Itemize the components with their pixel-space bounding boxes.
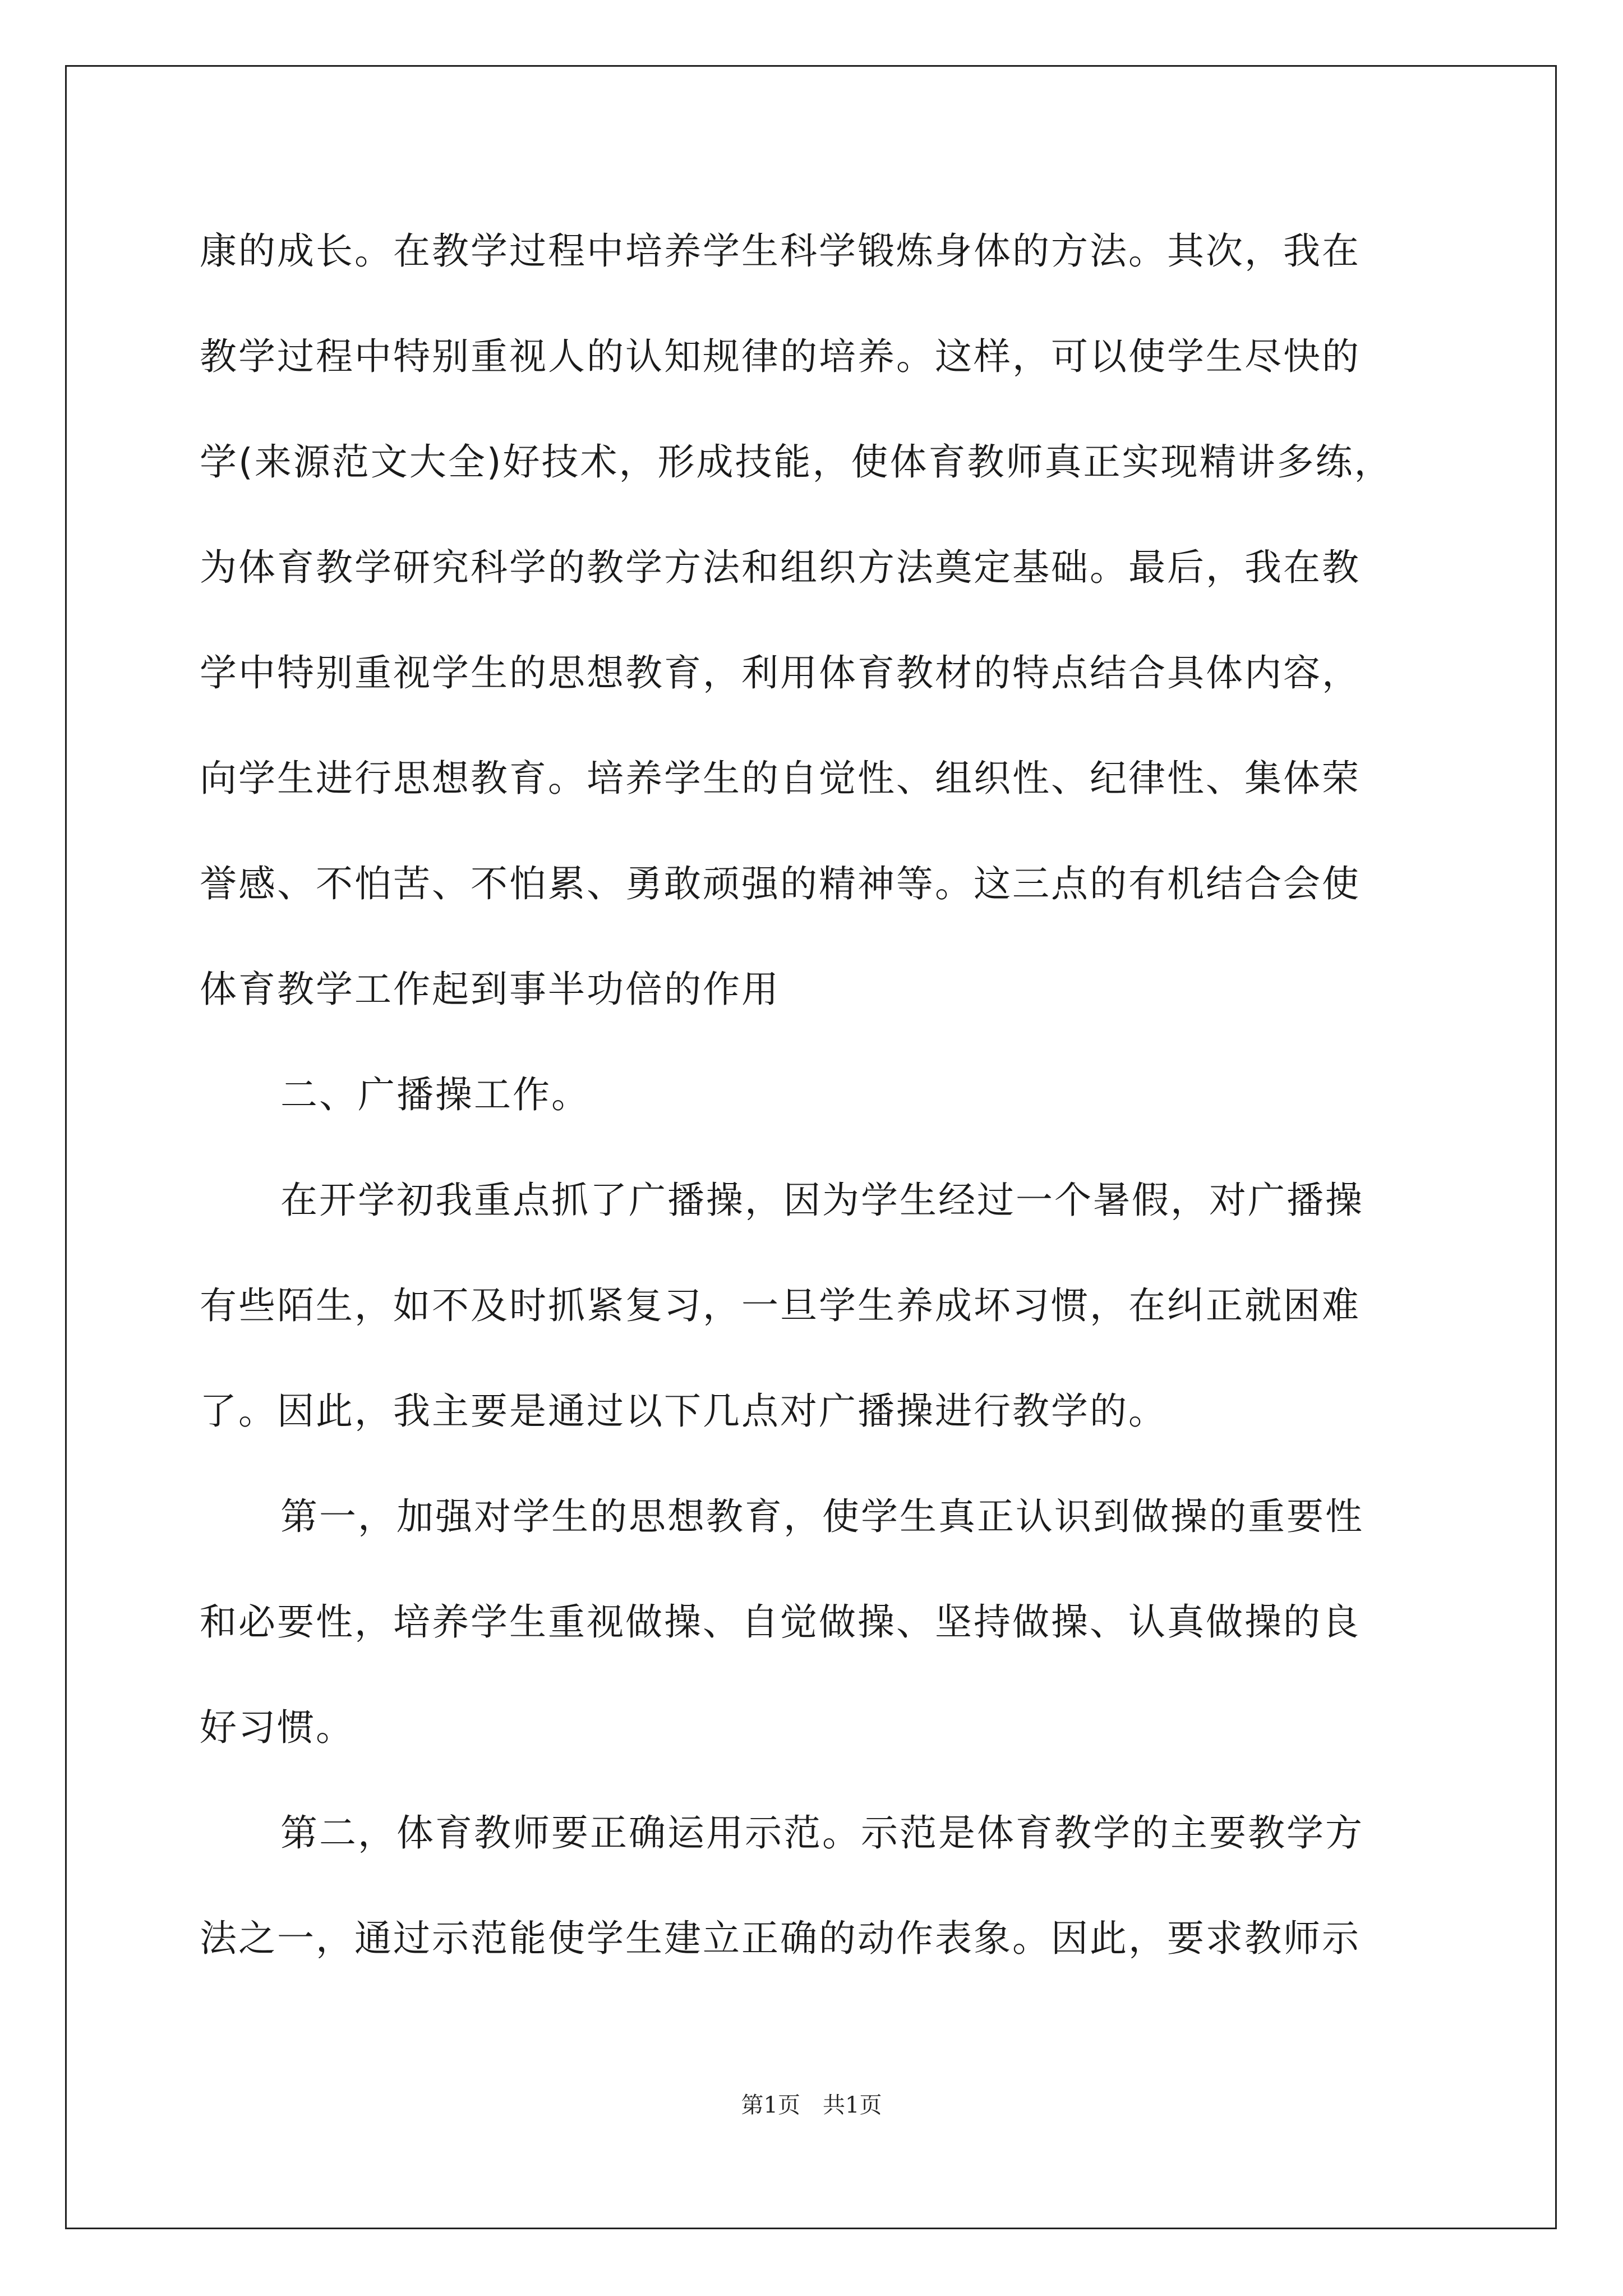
- body-text-line: 好习惯。: [200, 1706, 354, 1749]
- body-text-line: 体育教学工作起到事半功倍的作用: [200, 968, 780, 1011]
- body-text-line: 教学过程中特别重视人的认知规律的培养。这样，可以使学生尽快的: [200, 335, 1361, 378]
- body-text-line: 学中特别重视学生的思想教育，利用体育教材的特点结合具体内容，: [200, 651, 1361, 694]
- body-text-line: 康的成长。在教学过程中培养学生科学锻炼身体的方法。其次，我在: [200, 229, 1361, 273]
- body-text-line: 为体育教学研究科学的教学方法和组织方法奠定基础。最后，我在教: [200, 546, 1361, 589]
- body-text-line: 第二，体育教师要正确运用示范。示范是体育教学的主要教学方: [280, 1811, 1364, 1855]
- body-text-line: 在开学初我重点抓了广播操，因为学生经过一个暑假，对广播操: [280, 1179, 1364, 1222]
- body-text-line: 誉感、不怕苦、不怕累、勇敢顽强的精神等。这三点的有机结合会使: [200, 862, 1361, 905]
- page-border: [65, 65, 1557, 2229]
- body-text-line: 和必要性，培养学生重视做操、自觉做操、坚持做操、认真做操的良: [200, 1600, 1361, 1644]
- body-text-line: 学(来源范文大全)好技术，形成技能，使体育教师真正实现精讲多练，: [200, 440, 1393, 484]
- page-number-footer: 第1页 共1页: [741, 2092, 882, 2118]
- section-heading: 二、广播操工作。: [280, 1073, 590, 1116]
- body-text-line: 法之一，通过示范能使学生建立正确的动作表象。因此，要求教师示: [200, 1917, 1361, 1960]
- body-text-line: 向学生进行思想教育。培养学生的自觉性、组织性、纪律性、集体荣: [200, 757, 1361, 800]
- body-text-line: 有些陌生，如不及时抓紧复习，一旦学生养成坏习惯，在纠正就困难: [200, 1284, 1361, 1327]
- body-text-line: 第一，加强对学生的思想教育，使学生真正认识到做操的重要性: [280, 1495, 1364, 1538]
- body-text-line: 了。因此，我主要是通过以下几点对广播操进行教学的。: [200, 1389, 1167, 1433]
